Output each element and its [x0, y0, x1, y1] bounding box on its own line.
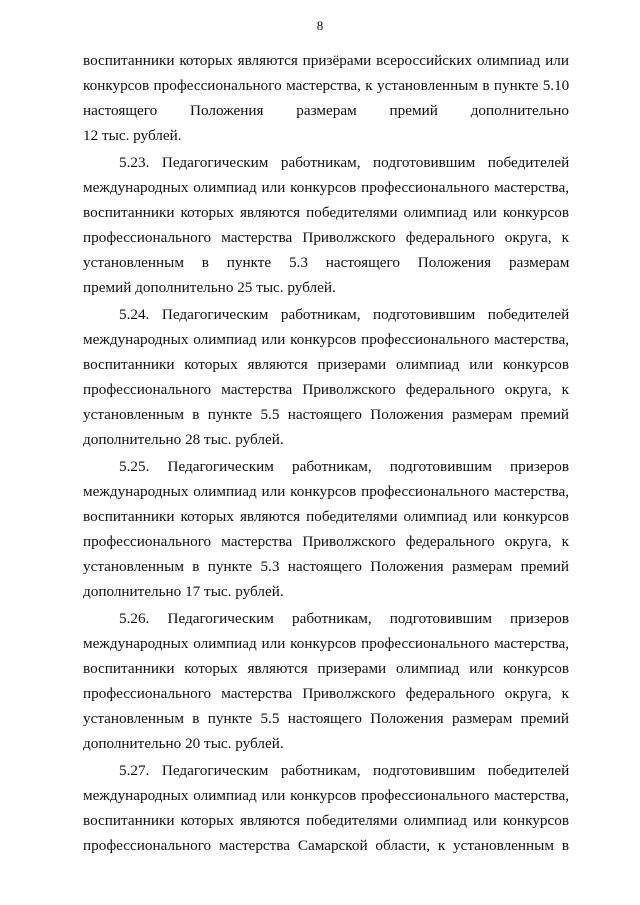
text-line: установленным в пункте 5.3 настоящего Положения размерам: [83, 254, 570, 271]
paragraph-continuation: [83, 48, 569, 148]
text-line: профессионального мастерства Приволжского федерального округа, к: [83, 381, 569, 398]
text-line: воспитанники которых являются победителями олимпиад или конкурсов: [83, 508, 569, 525]
text-line: 5.26. Педагогическим работникам, подготовившим призеров: [119, 610, 569, 627]
text-line: воспитанники которых являются победителями олимпиад или конкурсов: [83, 812, 569, 829]
text-line: профессионального мастерства Приволжского федерального округа, к: [83, 685, 569, 702]
page-number: 8: [316, 18, 324, 33]
text-line: установленным в пункте 5.3 настоящего Положения размерам премий: [83, 558, 569, 575]
text-line: 5.25. Педагогическим работникам, подготовившим призеров: [119, 458, 569, 475]
text-line: воспитанники которых являются призерами олимпиад или конкурсов: [83, 356, 570, 373]
paragraph-5-23: [83, 150, 569, 300]
text-line: международных олимпиад или конкурсов профессионального мастерства,: [83, 635, 569, 652]
text-line: международных олимпиад или конкурсов профессионального мастерства,: [83, 179, 569, 196]
text-line: 5.24. Педагогическим работникам, подготовившим победителей: [119, 306, 570, 323]
paragraph-5-25: [83, 454, 569, 604]
text-line: дополнительно 20 тыс. рублей.: [83, 735, 284, 752]
text-line: установленным в пункте 5.5 настоящего Положения размерам премий: [83, 710, 569, 727]
text-line: дополнительно 28 тыс. рублей.: [83, 431, 284, 448]
text-line: международных олимпиад или конкурсов профессионального мастерства,: [83, 483, 569, 500]
text-line: премий дополнительно 25 тыс. рублей.: [83, 279, 336, 296]
text-line: профессионального мастерства Приволжского федерального округа, к: [83, 229, 569, 246]
text-line: воспитанники которых являются призёрами всероссийских олимпиад или: [83, 52, 569, 69]
document-body: [83, 48, 569, 860]
text-line: международных олимпиад или конкурсов профессионального мастерства,: [83, 787, 569, 804]
text-line: профессионального мастерства Самарской области, к установленным в: [83, 837, 569, 854]
text-line: профессионального мастерства Приволжского федерального округа, к: [83, 533, 569, 550]
text-line: конкурсов профессионального мастерства, к установленным в пункте 5.10: [83, 77, 570, 94]
text-line: воспитанники которых являются призерами олимпиад или конкурсов: [83, 660, 570, 677]
text-line: 5.23. Педагогическим работникам, подготовившим победителей: [119, 154, 570, 171]
text-line: 5.27. Педагогическим работникам, подготовившим победителей: [119, 762, 570, 779]
text-line: дополнительно 17 тыс. рублей.: [83, 583, 284, 600]
text-line: установленным в пункте 5.5 настоящего Положения размерам премий: [83, 406, 569, 423]
text-line: международных олимпиад или конкурсов профессионального мастерства,: [83, 331, 569, 348]
paragraph-5-24: [83, 302, 569, 452]
paragraph-5-27: [83, 758, 569, 858]
text-line: воспитанники которых являются победителями олимпиад или конкурсов: [83, 204, 569, 221]
text-line: настоящего Положения размерам премий дополнительно: [83, 102, 569, 119]
paragraph-5-26: [83, 606, 569, 756]
text-line: 12 тыс. рублей.: [83, 127, 182, 144]
